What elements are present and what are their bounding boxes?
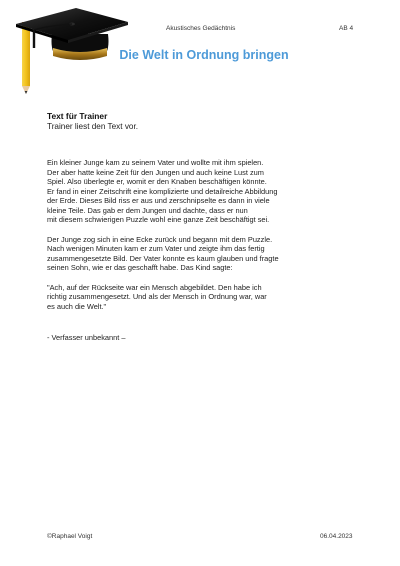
story-line: seinen Sohn, wie er das geschafft habe. Das Kind sagte: (47, 263, 233, 272)
footer-date: 06.04.2023 (320, 533, 353, 540)
story-author: - Verfasser unbekannt – (47, 333, 126, 342)
story-line: kleine Teile. Das gab er dem Jungen und dachte, dass er nun (47, 205, 248, 215)
section-subheading: Trainer liest den Text vor. (47, 121, 139, 131)
story-line: Er fand in einer Zeitschrift eine komplizierte und detailreiche Abbildung (47, 186, 278, 196)
page-title: Die Welt in Ordnung bringen (119, 48, 289, 62)
story-quote (47, 283, 367, 312)
story-line: Ein kleiner Junge kam zu seinem Vater und wollte mit ihm spielen. (47, 158, 264, 167)
story-line: es auch die Welt." (47, 301, 107, 311)
header-subject: Akustisches Gedächtnis (166, 25, 236, 32)
document-body (47, 111, 367, 343)
story-line: Der aber hatte keine Zeit für den Jungen und auch keine Lust zum (47, 167, 264, 177)
header-worksheet-code: AB 4 (339, 25, 354, 32)
graduation-cap-pencil-icon (6, 4, 130, 96)
story-paragraph (47, 158, 367, 225)
section-heading: Text für Trainer (47, 111, 108, 121)
story-line: mit diesem schwierigen Puzzle wohl eine ganze Zeit beschäftigt sei. (47, 215, 270, 224)
story-line: "Ach, auf der Rückseite war ein Mensch abgebildet. Den habe ich (47, 282, 262, 292)
footer-copyright: ©Raphael Voigt (47, 533, 93, 540)
story-line: richtig zusammengesetzt. Und als der Mensch in Ordnung war, war (47, 292, 267, 301)
story-line: zusammengesetzte Bild. Der Vater konnte es kaum glauben und fragte (47, 253, 279, 263)
story-line: Der Junge zog sich in eine Ecke zurück und begann mit dem Puzzle. (47, 234, 273, 244)
story-line: Nach wenigen Minuten kam er zum Vater und zeigte ihm das fertig (47, 244, 265, 253)
story-line: Spiel. Also überlegte er, womit er den Knaben beschäftigen könnte. (47, 177, 267, 186)
story-paragraph (47, 235, 367, 273)
story-line: der Erde. Dieses Bild riss er aus und zerschnipselte es dann in viele (47, 196, 270, 205)
